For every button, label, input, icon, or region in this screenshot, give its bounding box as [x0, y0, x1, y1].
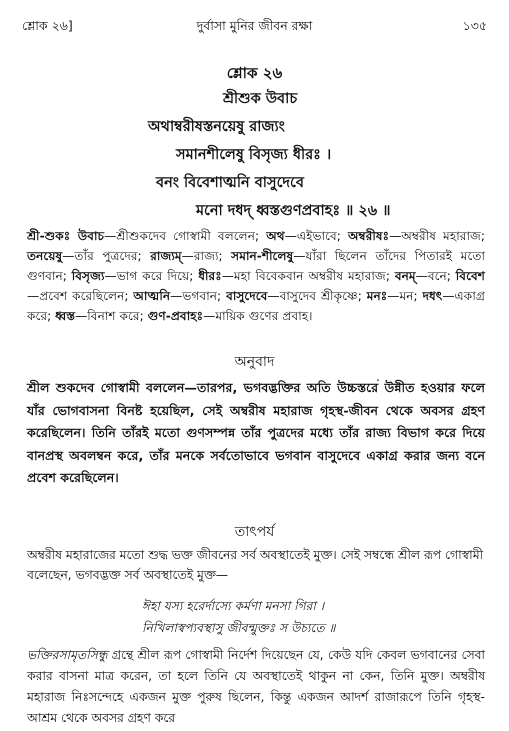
synonym-word: বাসুদেবে [226, 289, 268, 303]
synonym-word: শ্রী-শুকঃ উবাচ [27, 229, 105, 243]
header-page-number: ১৩৫ [462, 18, 487, 33]
synonym-meaning: —ভগবান; [170, 289, 227, 303]
purport-paragraph [27, 645, 485, 729]
synonym-word: সমান-শীলেষু [231, 249, 294, 263]
verse-line: মনো দধদ্ ধ্বস্তগুণপ্রবাহঃ ॥ ২৬ ॥ [196, 203, 391, 219]
synonym-word: ধীরঃ [198, 269, 222, 283]
synonym-word: বনম্ [394, 269, 416, 283]
purport-intro: অম্বরীষ মহারাজের মতো শুদ্ধ ভক্ত জীবনের সর্ব অবস্থাতেই মুক্ত। সেই সম্বন্ধে শ্রীল রূপ গোস্বামী বলেছেন, ভগবদ্ভক্ত সর্ব অবস্থাতেই মুক্ত— [27, 548, 484, 582]
synonym-meaning: —বাসুদেব শ্রীকৃষ্ণে; [267, 289, 367, 303]
verse-line: শ্রীশুক উবাচ [223, 91, 298, 107]
synonym-meaning: —এইভাবে; [284, 229, 348, 243]
synonym-word: বিসৃজ্য [71, 269, 105, 283]
synonym-meaning: —রাজ্য; [181, 249, 232, 263]
synonym-meaning: —প্রবেশ করেছিলেন; [27, 289, 134, 303]
word-synonyms [27, 226, 485, 326]
translation-heading: অনুবাদ [234, 354, 275, 370]
synonym-meaning: —মায়িক গুণের প্রবাহ। [203, 309, 313, 323]
synonym-meaning: —একাগ্র করে; [27, 289, 485, 323]
synonym-word: বিবেশ [455, 269, 485, 283]
synonym-meaning: —মন; [387, 289, 423, 303]
quote-line: ঈহা যস্য হরের্দাস্যে কর্মণা মনসা গিরা । [142, 599, 325, 613]
synonym-meaning: —বিনাশ করে; [75, 309, 148, 323]
header-verse-ref: শ্লোক ২৬] [22, 18, 73, 33]
book-title: ভক্তিরসামৃতসিন্ধু [27, 648, 108, 662]
synonym-word: দধৎ [422, 289, 443, 303]
synonym-word: আত্মনি [133, 289, 171, 303]
synonym-word: তনয়েষু [27, 249, 63, 263]
synonym-meaning: —ভাগ করে দিয়ে; [104, 269, 199, 283]
synonym-word: রাজ্যম্ [150, 249, 182, 263]
verse-line: অথাম্বরীষস্তনয়েষু রাজ্যং [148, 119, 285, 135]
synonym-meaning: —তাঁর পুত্রদের; [62, 249, 151, 263]
synonym-word: অম্বরীষঃ [347, 229, 390, 243]
synonym-word: মনঃ [366, 289, 388, 303]
page-header [22, 18, 487, 38]
translation-text: শ্রীল শুকদেব গোস্বামী বললেন—তারপর, ভগবদ্ভক্তির অতি উচ্চস্তরে উন্নীত হওয়ার ফলে যাঁর ভোগবাসনা বিনষ্ট হয়েছিল, সেই অম্বরীষ মহারাজ গৃহস্থ-জীবন থেকে অবসর গ্রহণ করেছিলেন। তিনি তাঁরই মতো গুণসম্পন্ন তাঁর পুত্রদের মধ্যে তাঁর রাজ্য বিভাগ করে দিয়ে বানপ্রস্থ অবলম্বন করে, তাঁর মনকে সর্বতোভাবে ভগবান বাসুদেবে একাগ্র করার জন্য বনে প্রবেশ করেছিলেন। [27, 380, 485, 485]
purport-heading: তাৎপর্য [234, 524, 275, 540]
synonym-word: গুণ-প্রবাহঃ [147, 309, 204, 323]
stray-dot: . [376, 370, 380, 384]
synonym-word: অথ [266, 229, 285, 243]
quote-line: নিখিলাস্বপ্যবস্থাসু জীবন্মুক্তঃ স উচ্যতে ॥ [142, 621, 336, 635]
synonym-meaning: —অম্বরীষ মহারাজ; [389, 229, 486, 243]
header-chapter-title: দুর্বাসা মুনির জীবন রক্ষা [196, 18, 313, 33]
verse-title: শ্লোক ২৬ [226, 64, 283, 82]
synonym-meaning: —মহা বিবেকবান অম্বরীষ মহারাজ; [221, 269, 395, 283]
synonym-meaning: —যাঁরা ছিলেন তাঁদের পিতারই মতো গুণবান; [27, 249, 486, 283]
synonym-meaning: —শ্রীশুকদেব গোস্বামী বললেন; [104, 229, 267, 243]
purport-text: গ্রন্থে শ্রীল রূপ গোস্বামী নির্দেশ দিয়েছেন যে, কেউ যদি কেবল ভগবানের সেবা করার বাসনা মাত্র করেন, তা হলে তিনি যে অবস্থাতেই থাকুন না কেন, তিনি মুক্ত। অম্বরীষ মহারাজ নিঃসন্দেহে একজন মুক্ত পুরুষ ছিলেন, কিন্তু একজন আদর্শ রাজারূপে তিনি গৃহস্থ-আশ্রম থেকে অবসর গ্রহণ করে [27, 648, 485, 725]
synonym-word: ধ্বস্ত [55, 309, 76, 323]
synonym-meaning: —বনে; [415, 269, 456, 283]
verse-line: বনং বিবেশাত্মনি বাসুদেবে [156, 175, 304, 191]
verse-line: সমানশীলেষু বিসৃজ্য ধীরঃ । [176, 147, 332, 163]
